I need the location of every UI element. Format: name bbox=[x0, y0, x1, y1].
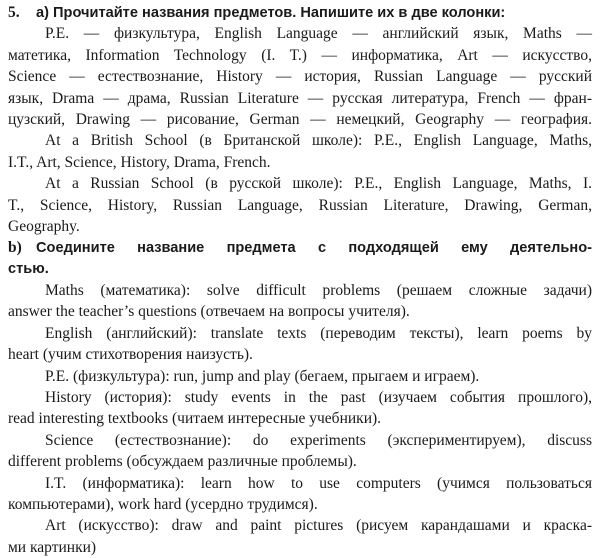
russian-school-line: T., Science, History, Russian Language, Russian Literature, Drawing, German, bbox=[8, 196, 592, 214]
british-school-line: I.T., Art, Science, History, Drama, French. bbox=[8, 153, 271, 171]
activity-line: read interesting textbooks (читаем интересные учебники). bbox=[8, 410, 382, 428]
vocab-line: P.E. — физкультура, English Language — английский язык, Maths — bbox=[45, 25, 592, 43]
activity-line: Art (искусство): draw and paint pictures (рисуем карандашами и краска- bbox=[45, 517, 592, 535]
russian-school-line: Geography. bbox=[8, 217, 80, 235]
activity-line: answer the teacher’s questions (отвечаем на вопросы учителя). bbox=[8, 303, 410, 321]
part-a-letter: a) bbox=[36, 5, 49, 21]
british-school-line: At a British School (в Британской школе): P.E., English Language, Maths, bbox=[45, 132, 592, 150]
activity-line: ми картинки) bbox=[8, 538, 97, 556]
activity-line: компьютерами), work hard (усердно трудимся). bbox=[8, 495, 318, 513]
part-b-instruction-line1: Соедините название предмета с подходящей ему деятельно- bbox=[36, 240, 592, 257]
activity-line: History (история): study events in the past (изучаем события прошлого), bbox=[45, 389, 592, 407]
vocab-line: язык, Drama — драма, Russian Literature — русская литература, French — фран- bbox=[8, 89, 592, 107]
exercise-heading bbox=[8, 2, 592, 23]
part-a-instruction: Прочитайте названия предметов. Напишите их в две колонки: bbox=[53, 5, 506, 21]
vocab-line: Science — естествознание, History — история, Russian Language — русский bbox=[8, 68, 592, 86]
exercise-number: 5. bbox=[8, 4, 20, 21]
activity-line: different problems (обсуждаем различные проблемы). bbox=[8, 453, 357, 471]
activity-line: P.E. (физкультура): run, jump and play (бегаем, прыгаем и играем). bbox=[45, 367, 480, 385]
part-b-heading-cont: стью. bbox=[8, 260, 49, 277]
activity-line: heart (учим стихотворения наизусть). bbox=[8, 346, 253, 364]
part-b-letter: b) bbox=[8, 239, 22, 257]
activity-line: English (английский): translate texts (переводим тексты), learn poems by bbox=[45, 324, 592, 342]
vocab-line: цузский, Drawing — рисование, German — немецкий, Geography — география. bbox=[8, 110, 592, 128]
russian-school-line: At a Russian School (в русской школе): P.E., English Language, Maths, I. bbox=[45, 175, 592, 193]
vocab-line: матетика, Information Technology (I. T.) — информатика, Art — искусство, bbox=[8, 46, 592, 64]
activity-line: I.T. (информатика): learn how to use computers (учимся пользоваться bbox=[45, 474, 592, 492]
activity-line: Maths (математика): solve difficult problems (решаем сложные задачи) bbox=[45, 282, 592, 300]
activity-line: Science (естествознание): do experiments (экспериментируем), discuss bbox=[45, 431, 592, 449]
part-b-heading bbox=[8, 237, 592, 258]
